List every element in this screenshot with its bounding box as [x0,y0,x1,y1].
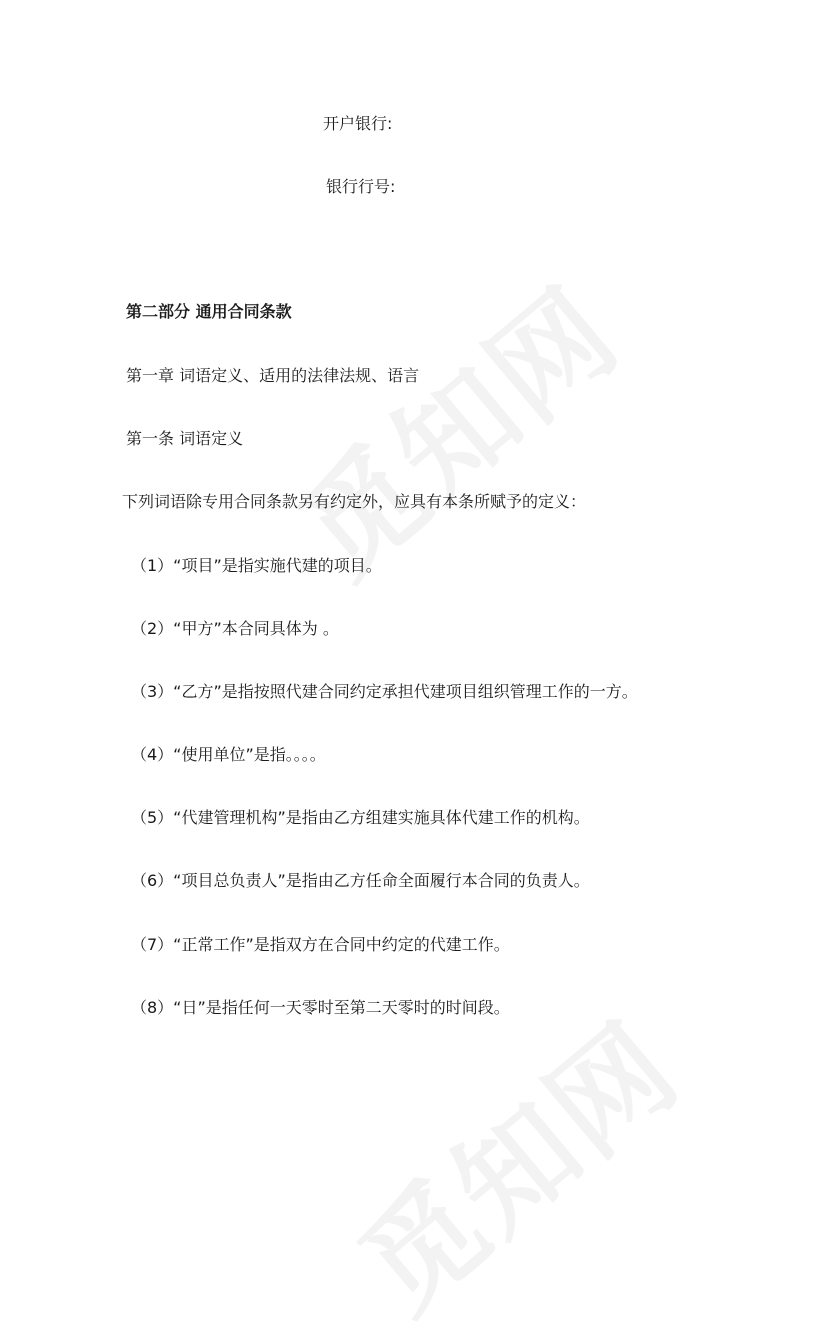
part-title: 第二部分 通用合同条款 [126,302,292,321]
definition-item: （5）“代建管理机构”是指由乙方组建实施具体代建工作的机构。 [131,808,590,827]
definition-item: （4）“使用单位”是指。。。。 [131,745,326,764]
watermark-logo [258,242,648,607]
article-title: 第一条 词语定义 [126,429,244,448]
definition-item: （1）“项目”是指实施代建的项目。 [131,556,382,575]
bank-number-label: 银行行号: [326,177,396,196]
definition-item: （6）“项目总负责人”是指由乙方任命全面履行本合同的负责人。 [131,871,590,890]
watermark-logo [318,977,708,1342]
definitions-intro: 下列词语除专用合同条款另有约定外，应具有本条所赋予的定义： [122,492,587,511]
definition-item: （2）“甲方”本合同具体为 。 [131,619,339,638]
account-bank-label: 开户银行: [323,114,393,133]
chapter-title: 第一章 词语定义、适用的法律法规、语言 [126,366,420,385]
definition-item: （7）“正常工作”是指双方在合同中约定的代建工作。 [131,935,510,954]
definition-item: （8）“日”是指任何一天零时至第二天零时的时间段。 [131,998,510,1017]
definition-item: （3）“乙方”是指按照代建合同约定承担代建项目组织管理工作的一方。 [131,682,638,701]
